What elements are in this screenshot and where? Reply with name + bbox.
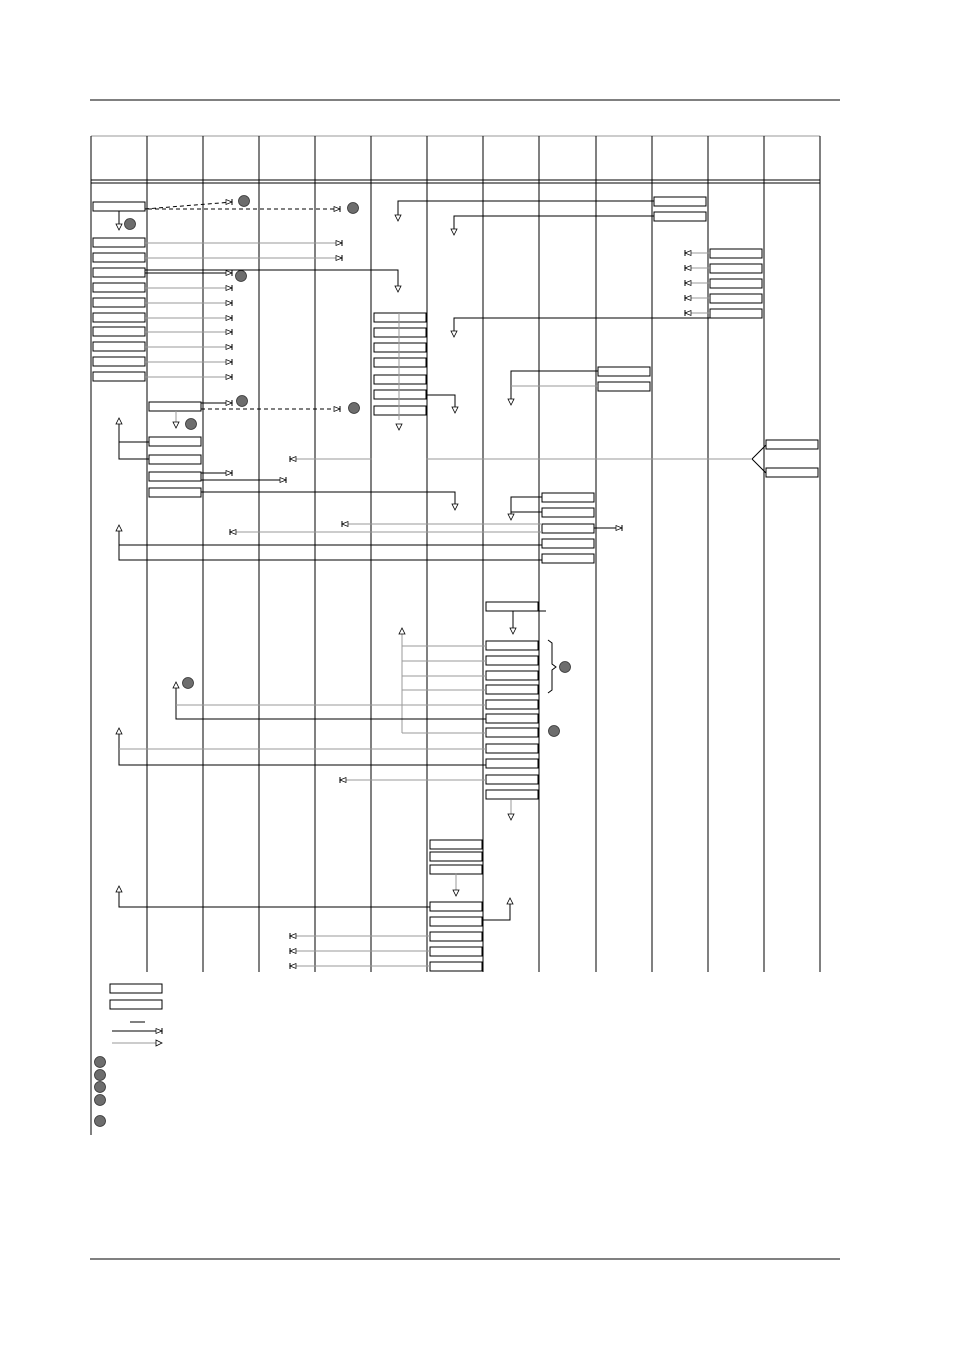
state-box bbox=[93, 253, 145, 262]
signal-end-marker bbox=[290, 934, 296, 939]
state-box bbox=[149, 402, 201, 411]
state-box bbox=[93, 327, 145, 336]
arrow-up-head bbox=[116, 886, 122, 892]
state-box bbox=[374, 390, 426, 399]
arrow-down-head bbox=[508, 814, 514, 820]
state-box bbox=[598, 367, 650, 376]
signal-end-marker bbox=[685, 251, 691, 256]
state-box bbox=[710, 294, 762, 303]
arrow-down-head bbox=[508, 514, 514, 520]
state-box bbox=[542, 524, 594, 533]
signal-end-marker bbox=[226, 200, 232, 205]
signal-end-marker bbox=[226, 375, 232, 380]
step-marker bbox=[349, 403, 360, 414]
signal-end-marker bbox=[156, 1029, 162, 1034]
arrow-up-head bbox=[399, 628, 405, 634]
step-marker bbox=[549, 726, 560, 737]
state-box bbox=[486, 641, 538, 650]
signal-end-marker bbox=[685, 296, 691, 301]
signal-end-marker bbox=[336, 241, 342, 246]
signal-end-marker bbox=[290, 949, 296, 954]
arrow-up-head bbox=[507, 898, 513, 904]
state-box bbox=[430, 902, 482, 911]
[object Object] bbox=[176, 688, 486, 719]
step-marker bbox=[95, 1057, 106, 1068]
state-box bbox=[486, 685, 538, 694]
step-marker bbox=[95, 1070, 106, 1081]
signal-end-marker bbox=[226, 401, 232, 406]
signal-end-marker bbox=[685, 281, 691, 286]
arrow-down-head bbox=[508, 399, 514, 405]
signal-end-marker bbox=[226, 330, 232, 335]
arrow-up-head bbox=[116, 728, 122, 734]
state-box bbox=[149, 455, 201, 464]
state-box bbox=[93, 202, 145, 211]
state-box bbox=[93, 313, 145, 322]
state-box bbox=[374, 328, 426, 337]
arrow-down-head bbox=[173, 422, 179, 428]
signal-end-marker bbox=[290, 964, 296, 969]
arrow-down-head bbox=[453, 890, 459, 896]
signal-end-marker bbox=[226, 316, 232, 321]
state-box bbox=[149, 472, 201, 481]
arrow-down-head bbox=[395, 286, 401, 292]
state-box bbox=[374, 375, 426, 384]
state-box bbox=[710, 264, 762, 273]
state-box bbox=[110, 984, 162, 993]
signal-end-marker bbox=[685, 266, 691, 271]
arrow-down-head bbox=[451, 229, 457, 235]
connector-line bbox=[119, 420, 149, 459]
step-marker bbox=[236, 271, 247, 282]
connector-line bbox=[426, 395, 455, 410]
signal-end-marker bbox=[280, 478, 286, 483]
state-box bbox=[430, 865, 482, 874]
state-box bbox=[374, 343, 426, 352]
state-box bbox=[598, 382, 650, 391]
connector-line bbox=[398, 201, 654, 218]
step-marker bbox=[95, 1095, 106, 1106]
signal-end-marker bbox=[226, 471, 232, 476]
state-box bbox=[93, 342, 145, 351]
state-box bbox=[710, 309, 762, 318]
connector-line bbox=[454, 216, 654, 232]
signal-end-marker bbox=[226, 345, 232, 350]
arrow-up-head bbox=[116, 525, 122, 531]
state-box bbox=[542, 493, 594, 502]
state-box bbox=[486, 790, 538, 799]
state-box bbox=[149, 437, 201, 446]
state-box bbox=[542, 554, 594, 563]
state-box bbox=[766, 468, 818, 477]
state-box bbox=[93, 298, 145, 307]
state-box bbox=[766, 440, 818, 449]
state-box bbox=[110, 1000, 162, 1009]
signal-end-marker bbox=[342, 522, 348, 527]
state-box bbox=[374, 358, 426, 367]
step-marker bbox=[125, 219, 136, 230]
state-box bbox=[486, 744, 538, 753]
signal-end-marker bbox=[336, 256, 342, 261]
step-marker bbox=[237, 396, 248, 407]
signal-end-marker bbox=[334, 207, 340, 212]
[object Object] bbox=[482, 903, 510, 920]
[object Object] bbox=[548, 640, 556, 693]
step-marker bbox=[560, 662, 571, 673]
state-box bbox=[93, 372, 145, 381]
arrow-down-head bbox=[116, 224, 122, 230]
state-box bbox=[430, 932, 482, 941]
step-marker bbox=[239, 196, 250, 207]
state-box bbox=[93, 238, 145, 247]
step-marker bbox=[183, 678, 194, 689]
step-marker bbox=[348, 203, 359, 214]
arrow-down-head bbox=[451, 331, 457, 337]
state-box bbox=[374, 313, 426, 322]
arrow-down-head bbox=[395, 215, 401, 221]
state-box bbox=[430, 917, 482, 926]
signal-end-marker bbox=[226, 271, 232, 276]
arrow-up-head bbox=[116, 418, 122, 424]
arrow-right-head bbox=[156, 1040, 162, 1046]
state-box bbox=[486, 714, 538, 723]
state-box bbox=[654, 212, 706, 221]
state-box bbox=[486, 728, 538, 737]
signal-end-marker bbox=[226, 301, 232, 306]
state-box bbox=[542, 539, 594, 548]
step-marker bbox=[186, 419, 197, 430]
state-box bbox=[654, 197, 706, 206]
signal-end-marker bbox=[616, 526, 622, 531]
state-box bbox=[430, 962, 482, 971]
step-marker bbox=[95, 1116, 106, 1127]
signal-end-marker bbox=[685, 311, 691, 316]
arrow-down-head bbox=[396, 424, 402, 430]
state-box bbox=[486, 671, 538, 680]
arrow-down-head bbox=[452, 407, 458, 413]
state-box bbox=[486, 759, 538, 768]
signal-end-marker bbox=[226, 286, 232, 291]
signal-end-marker bbox=[226, 360, 232, 365]
connector-line bbox=[511, 497, 542, 517]
[object Object] bbox=[454, 318, 710, 334]
state-box bbox=[93, 357, 145, 366]
signal-end-marker bbox=[334, 407, 340, 412]
signal-end-marker bbox=[290, 457, 296, 462]
state-box bbox=[486, 656, 538, 665]
arrow-down-head bbox=[510, 628, 516, 634]
state-box bbox=[542, 508, 594, 517]
arrow-up-head bbox=[173, 682, 179, 688]
state-box bbox=[430, 852, 482, 861]
signal-end-marker bbox=[230, 530, 236, 535]
state-box bbox=[486, 700, 538, 709]
state-box bbox=[374, 406, 426, 415]
connector-line bbox=[201, 492, 455, 507]
state-box bbox=[93, 268, 145, 277]
state-box bbox=[710, 279, 762, 288]
step-marker bbox=[95, 1082, 106, 1093]
state-box bbox=[430, 947, 482, 956]
arrow-down-head bbox=[452, 504, 458, 510]
state-box bbox=[93, 283, 145, 292]
state-box bbox=[149, 488, 201, 497]
signal-end-marker bbox=[340, 778, 346, 783]
state-box bbox=[486, 775, 538, 784]
state-box bbox=[430, 840, 482, 849]
state-box bbox=[486, 602, 538, 611]
connector-line bbox=[119, 892, 430, 907]
dashed-link bbox=[145, 202, 232, 209]
state-box bbox=[710, 249, 762, 258]
